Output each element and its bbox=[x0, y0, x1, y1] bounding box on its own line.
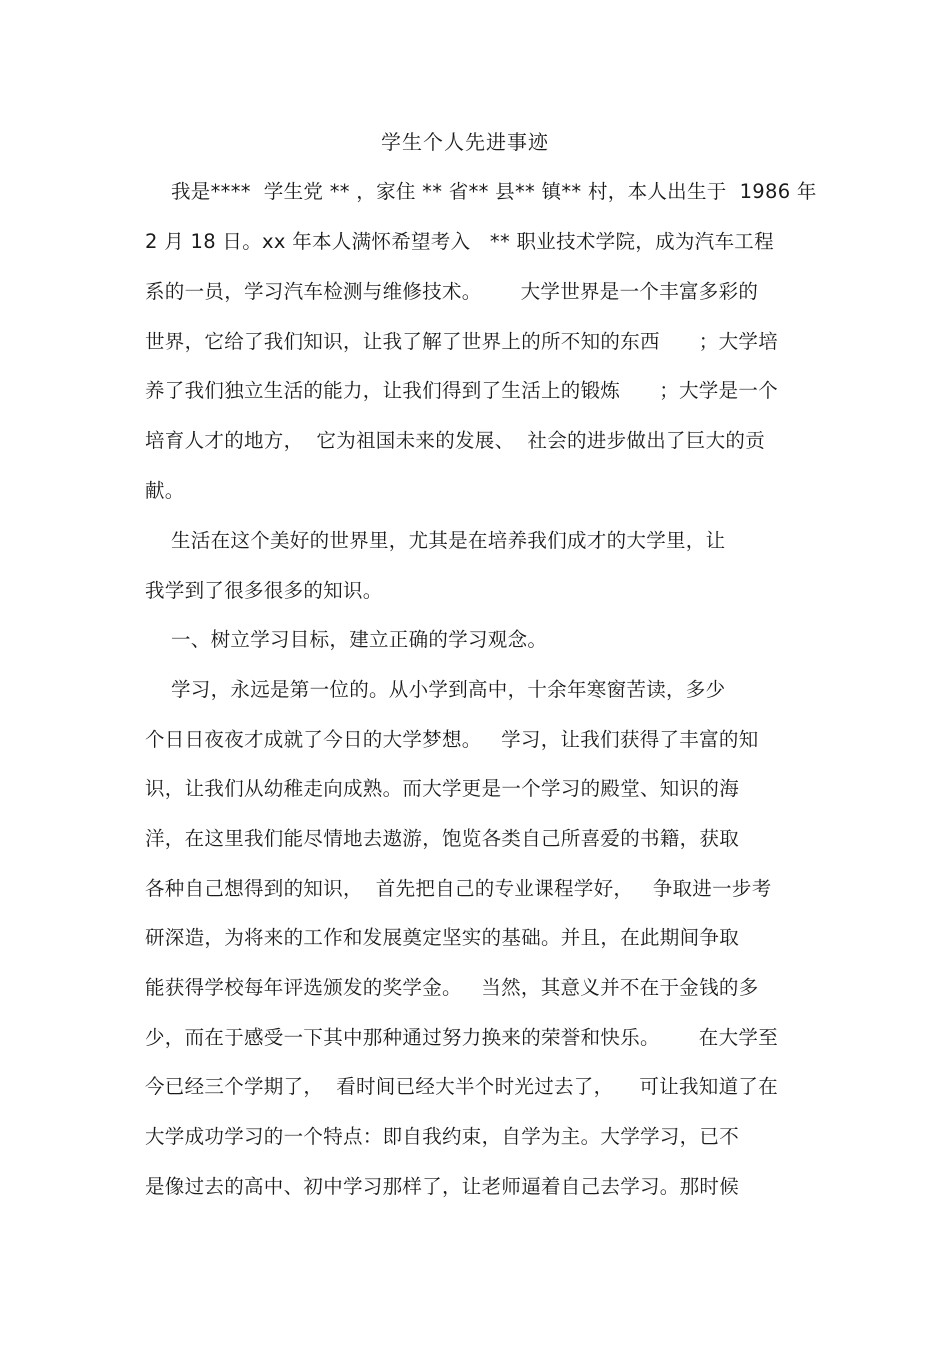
paragraph-line: 少，而在于感受一下其中那种通过努力换来的荣誉和快乐。 在大学至 bbox=[145, 1026, 778, 1049]
paragraph-line: 献。 bbox=[145, 479, 185, 502]
paragraph-line: 世界，它给了我们知识，让我了解了世界上的所不知的东西 ；大学培 bbox=[145, 330, 778, 353]
paragraph-line: 能获得学校每年评选颁发的奖学金。 当然，其意义并不在于金钱的多 bbox=[145, 976, 759, 999]
paragraph-line: 各种自己想得到的知识， 首先把自己的专业课程学好， 争取进一步考 bbox=[145, 877, 772, 900]
paragraph-line: 研深造，为将来的工作和发展奠定坚实的基础。并且，在此期间争取 bbox=[145, 926, 740, 949]
paragraph-line: 养了我们独立生活的能力，让我们得到了生活上的锻炼 ；大学是一个 bbox=[145, 379, 778, 402]
paragraph-line: 学习，永远是第一位的。从小学到高中，十余年寒窗苦读，多少 bbox=[145, 678, 726, 701]
paragraph-line: 我学到了很多很多的知识。 bbox=[145, 579, 383, 602]
paragraph-line: 个日日夜夜才成就了今日的大学梦想。 学习，让我们获得了丰富的知 bbox=[145, 728, 759, 751]
paragraph-line: 大学成功学习的一个特点：即自我约束，自学为主。大学学习，已不 bbox=[145, 1125, 740, 1148]
paragraph-line: 今已经三个学期了， 看时间已经大半个时光过去了， 可让我知道了在 bbox=[145, 1075, 778, 1098]
paragraph-line: 2 月 18 日。xx 年本人满怀希望考入 ** 职业技术学院，成为汽车工程 bbox=[145, 230, 774, 253]
paragraph-line: 培育人才的地方， 它为祖国未来的发展、 社会的进步做出了巨大的贡 bbox=[145, 429, 765, 452]
section-heading: 一、树立学习目标，建立正确的学习观念。 bbox=[145, 628, 548, 651]
paragraph-line: 识，让我们从幼稚走向成熟。而大学更是一个学习的殿堂、知识的海 bbox=[145, 777, 740, 800]
paragraph-line: 是像过去的高中、初中学习那样了，让老师逼着自己去学习。那时候 bbox=[145, 1175, 740, 1198]
paragraph-line: 系的一员，学习汽车检测与维修技术。 大学世界是一个丰富多彩的 bbox=[145, 280, 759, 303]
paragraph-line: 我是**** 学生党 ** ，家住 ** 省** 县** 镇** 村，本人出生于 1986 年 bbox=[145, 180, 817, 203]
document-title: 学生个人先进事迹 bbox=[381, 130, 549, 154]
paragraph-line: 洋，在这里我们能尽情地去遨游，饱览各类自己所喜爱的书籍，获取 bbox=[145, 827, 740, 850]
paragraph-line: 生活在这个美好的世界里，尤其是在培养我们成才的大学里，让 bbox=[145, 529, 726, 552]
